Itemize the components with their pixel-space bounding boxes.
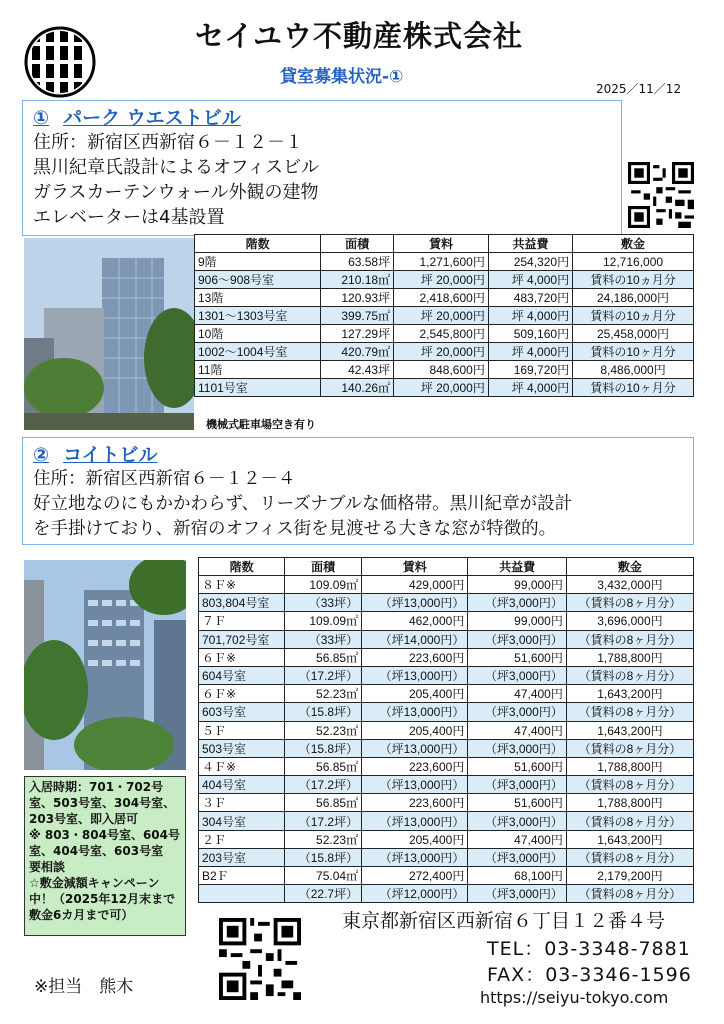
note-consult: ※ 803・804号室、604号室、404号室、603号室 要相談 — [29, 828, 180, 874]
col-rent: 賃料 — [394, 235, 489, 253]
table-cell: （17.2坪） — [285, 666, 362, 684]
table-cell: 51,600円 — [468, 794, 567, 812]
table-row — [199, 848, 694, 866]
col-rent: 賃料 — [362, 558, 468, 576]
table-cell: 賃料の10ヵ月分 — [573, 307, 694, 325]
table-cell: 2,418,600円 — [394, 289, 489, 307]
table-cell: 223,600円 — [362, 794, 468, 812]
table-cell: 210.18㎡ — [321, 271, 394, 289]
col-fee: 共益費 — [488, 235, 572, 253]
table-cell: 47,400円 — [468, 685, 567, 703]
table-cell: ８Ｆ※ — [199, 576, 285, 594]
table-cell: 24,186,000円 — [573, 289, 694, 307]
table-cell: 63.58坪 — [321, 253, 394, 271]
table-cell: 803,804号室 — [199, 594, 285, 612]
table-cell: 399.75㎡ — [321, 307, 394, 325]
note-move-in: 入居時期：701・702号室、503号室、304号室、203号室、即入居可 — [29, 780, 176, 826]
table-cell: （坪13,000円） — [362, 848, 468, 866]
table-cell: （賃料の8ヶ月分） — [566, 630, 693, 648]
table-row — [195, 289, 694, 307]
table-cell: 13階 — [195, 289, 321, 307]
table-cell: 109.09㎡ — [285, 576, 362, 594]
table-cell: 1002～1004号室 — [195, 343, 321, 361]
table-cell: （坪3,000円） — [468, 666, 567, 684]
table-cell: （坪3,000円） — [468, 776, 567, 794]
table-row — [199, 867, 694, 885]
table-row — [199, 612, 694, 630]
table-row — [199, 576, 694, 594]
table-cell — [199, 885, 285, 903]
table-cell: 51,600円 — [468, 757, 567, 775]
table-cell: 1,643,200円 — [566, 685, 693, 703]
table-row — [199, 830, 694, 848]
table-cell: ６Ｆ※ — [199, 648, 285, 666]
table-cell: 56.85㎡ — [285, 757, 362, 775]
document-date: 2025／11／12 — [596, 82, 682, 96]
table-cell: ２Ｆ — [199, 830, 285, 848]
table-cell: （坪3,000円） — [468, 630, 567, 648]
table-cell: 47,400円 — [468, 721, 567, 739]
contact-person: ※担当 熊木 — [34, 977, 134, 997]
company-logo — [24, 26, 96, 98]
table-cell: 75.04㎡ — [285, 867, 362, 885]
table-cell: （15.8坪） — [285, 739, 362, 757]
table-cell: （坪3,000円） — [468, 885, 567, 903]
table-cell: 11階 — [195, 361, 321, 379]
table-cell: 56.85㎡ — [285, 648, 362, 666]
table-row — [199, 630, 694, 648]
table-cell: 272,400円 — [362, 867, 468, 885]
table-cell: （坪13,000円） — [362, 812, 468, 830]
table-cell: 483,720円 — [488, 289, 572, 307]
table-row — [195, 307, 694, 325]
table-cell: 42.43坪 — [321, 361, 394, 379]
phone-number[interactable]: TEL：03-3348-7881 — [487, 938, 691, 960]
qr-code-icon[interactable] — [219, 918, 301, 1000]
parking-note: 機械式駐車場空き有り — [206, 418, 316, 431]
table-row — [195, 361, 694, 379]
table-cell: 25,458,000円 — [573, 325, 694, 343]
table-cell: 56.85㎡ — [285, 794, 362, 812]
table-row — [199, 885, 694, 903]
table-cell: （賃料の8ヶ月分） — [566, 776, 693, 794]
website-link[interactable]: https://seiyu-tokyo.com — [480, 988, 669, 1007]
table-cell: ６Ｆ※ — [199, 685, 285, 703]
table-cell: （坪3,000円） — [468, 812, 567, 830]
table-cell: （坪12,000円） — [362, 885, 468, 903]
building1-desc-3: エレベーターは4基設置 — [33, 207, 225, 228]
table-cell: 140.26㎡ — [321, 379, 394, 397]
table-cell: 8,486,000円 — [573, 361, 694, 379]
table-cell: 906～908号室 — [195, 271, 321, 289]
table-cell: 51,600円 — [468, 648, 567, 666]
table-cell: 賃料の10ヶ月分 — [573, 379, 694, 397]
table-cell: ７Ｆ — [199, 612, 285, 630]
table-cell: （坪13,000円） — [362, 776, 468, 794]
table-cell: （33坪） — [285, 594, 362, 612]
table-cell: （坪3,000円） — [468, 848, 567, 866]
building1-title[interactable]: ① パーク ウエストビル — [33, 107, 241, 129]
table-cell: 坪 4,000円 — [488, 307, 572, 325]
table-cell: 462,000円 — [362, 612, 468, 630]
table-row — [199, 739, 694, 757]
table-cell: 223,600円 — [362, 757, 468, 775]
building1-info — [22, 100, 622, 236]
table-cell: 205,400円 — [362, 721, 468, 739]
table-cell: 701,702号室 — [199, 630, 285, 648]
table-cell: 9階 — [195, 253, 321, 271]
table-cell: ３Ｆ — [199, 794, 285, 812]
table-cell: （坪13,000円） — [362, 703, 468, 721]
table-cell: 205,400円 — [362, 830, 468, 848]
table-cell: （賃料の8ヶ月分） — [566, 703, 693, 721]
table-cell: （坪13,000円） — [362, 594, 468, 612]
table-cell: 127.29坪 — [321, 325, 394, 343]
table-cell: 坪 4,000円 — [488, 343, 572, 361]
col-area: 面積 — [321, 235, 394, 253]
table-row — [199, 703, 694, 721]
table-cell: 223,600円 — [362, 648, 468, 666]
building1-photo — [24, 238, 194, 430]
table-cell: （賃料の8ヶ月分） — [566, 739, 693, 757]
company-name: セイユウ不動産株式会社 — [195, 19, 523, 53]
table-cell: 1,788,800円 — [566, 794, 693, 812]
table-cell: （15.8坪） — [285, 848, 362, 866]
table-cell: 賃料の10ヵ月分 — [573, 271, 694, 289]
table-row — [199, 757, 694, 775]
building1-desc-1: 黒川紀章氏設計によるオフィスビル — [33, 157, 320, 178]
table-cell: 1,271,600円 — [394, 253, 489, 271]
table-header-row — [199, 558, 694, 576]
table-cell: （賃料の8ヶ月分） — [566, 594, 693, 612]
table-cell: B2Ｆ — [199, 867, 285, 885]
table-cell: 52.23㎡ — [285, 721, 362, 739]
table-cell: （坪3,000円） — [468, 594, 567, 612]
qr-code-icon[interactable] — [628, 162, 694, 228]
building2-photo — [24, 560, 186, 770]
table-cell: （賃料の8ヶ月分） — [566, 666, 693, 684]
col-area: 面積 — [285, 558, 362, 576]
table-row — [199, 812, 694, 830]
building1-address: 住所：新宿区西新宿６－１２－１ — [33, 132, 303, 153]
table-cell: （坪13,000円） — [362, 666, 468, 684]
table-cell: 603号室 — [199, 703, 285, 721]
table-cell: （坪13,000円） — [362, 739, 468, 757]
table-cell: 169,720円 — [488, 361, 572, 379]
table-cell: （22.7坪） — [285, 885, 362, 903]
building2-table — [198, 557, 694, 903]
table-cell: 848,600円 — [394, 361, 489, 379]
table-cell: 604号室 — [199, 666, 285, 684]
col-floor: 階数 — [199, 558, 285, 576]
table-cell: 52.23㎡ — [285, 830, 362, 848]
table-cell: 68,100円 — [468, 867, 567, 885]
table-cell: 1,643,200円 — [566, 721, 693, 739]
table-cell: 坪 20,000円 — [394, 379, 489, 397]
building2-desc-2: を手掛けており、新宿のオフィス街を見渡せる大きな窓が特徴的。 — [33, 519, 557, 539]
fax-number: FAX：03-3346-1596 — [487, 964, 692, 986]
table-row — [195, 343, 694, 361]
table-cell: 1,788,800円 — [566, 648, 693, 666]
availability-notes — [24, 776, 186, 936]
table-cell: （17.2坪） — [285, 776, 362, 794]
table-cell: 1301～1303号室 — [195, 307, 321, 325]
building2-desc-1: 好立地なのにもかかわらず、リーズナブルな価格帯。黒川紀章が設計 — [33, 494, 573, 514]
table-cell: 賃料の10ヶ月分 — [573, 343, 694, 361]
table-cell: 1,788,800円 — [566, 757, 693, 775]
table-cell: 203号室 — [199, 848, 285, 866]
table-row — [199, 666, 694, 684]
table-cell: 坪 4,000円 — [488, 271, 572, 289]
table-cell: 12,716,000 — [573, 253, 694, 271]
table-row — [199, 721, 694, 739]
table-row — [195, 379, 694, 397]
table-cell: 3,432,000円 — [566, 576, 693, 594]
table-cell: 429,000円 — [362, 576, 468, 594]
table-cell: 1101号室 — [195, 379, 321, 397]
table-cell: 2,545,800円 — [394, 325, 489, 343]
table-cell: （33坪） — [285, 630, 362, 648]
table-cell: （17.2坪） — [285, 812, 362, 830]
table-cell: 99,000円 — [468, 576, 567, 594]
table-cell: 109.09㎡ — [285, 612, 362, 630]
table-cell: （賃料の8ヶ月分） — [566, 848, 693, 866]
table-cell: ５Ｆ — [199, 721, 285, 739]
table-row — [195, 325, 694, 343]
table-cell: 509,160円 — [488, 325, 572, 343]
table-cell: 120.93坪 — [321, 289, 394, 307]
note-campaign: ☆敷金減額キャンペーン中！（2025年12月末まで敷金6カ月まで可） — [29, 876, 176, 922]
table-row — [199, 794, 694, 812]
col-deposit: 敷金 — [566, 558, 693, 576]
table-cell: 2,179,200円 — [566, 867, 693, 885]
table-cell: （坪14,000円） — [362, 630, 468, 648]
table-cell: 坪 20,000円 — [394, 271, 489, 289]
table-cell: （坪3,000円） — [468, 703, 567, 721]
table-cell: 坪 4,000円 — [488, 379, 572, 397]
table-row — [199, 776, 694, 794]
table-cell: ４Ｆ※ — [199, 757, 285, 775]
table-cell: 52.23㎡ — [285, 685, 362, 703]
page-subtitle: 貸室募集状況-① — [280, 67, 404, 87]
table-cell: 3,696,000円 — [566, 612, 693, 630]
table-row — [199, 685, 694, 703]
table-row — [195, 253, 694, 271]
table-cell: （坪3,000円） — [468, 739, 567, 757]
table-cell: （賃料の8ヶ月分） — [566, 812, 693, 830]
table-cell: 254,320円 — [488, 253, 572, 271]
company-address: 東京都新宿区西新宿６丁目１２番４号 — [342, 910, 666, 932]
col-deposit: 敷金 — [573, 235, 694, 253]
table-cell: 503号室 — [199, 739, 285, 757]
table-cell: 404号室 — [199, 776, 285, 794]
table-cell: 47,400円 — [468, 830, 567, 848]
building2-title[interactable]: ② コイトビル — [33, 444, 158, 466]
table-row — [199, 594, 694, 612]
table-cell: 10階 — [195, 325, 321, 343]
table-row — [195, 271, 694, 289]
table-cell: （賃料の8ヶ月分） — [566, 885, 693, 903]
building1-table — [194, 234, 694, 397]
table-cell: 205,400円 — [362, 685, 468, 703]
table-cell: 1,643,200円 — [566, 830, 693, 848]
col-floor: 階数 — [195, 235, 321, 253]
table-cell: 304号室 — [199, 812, 285, 830]
table-cell: 坪 20,000円 — [394, 307, 489, 325]
table-cell: 420.79㎡ — [321, 343, 394, 361]
table-cell: 99,000円 — [468, 612, 567, 630]
building2-info — [22, 437, 694, 545]
building1-desc-2: ガラスカーテンウォール外観の建物 — [33, 182, 319, 203]
table-cell: （15.8坪） — [285, 703, 362, 721]
col-fee: 共益費 — [468, 558, 567, 576]
table-header-row — [195, 235, 694, 253]
table-cell: 坪 20,000円 — [394, 343, 489, 361]
table-row — [199, 648, 694, 666]
building2-address: 住所：新宿区西新宿６－１２－４ — [33, 469, 296, 489]
